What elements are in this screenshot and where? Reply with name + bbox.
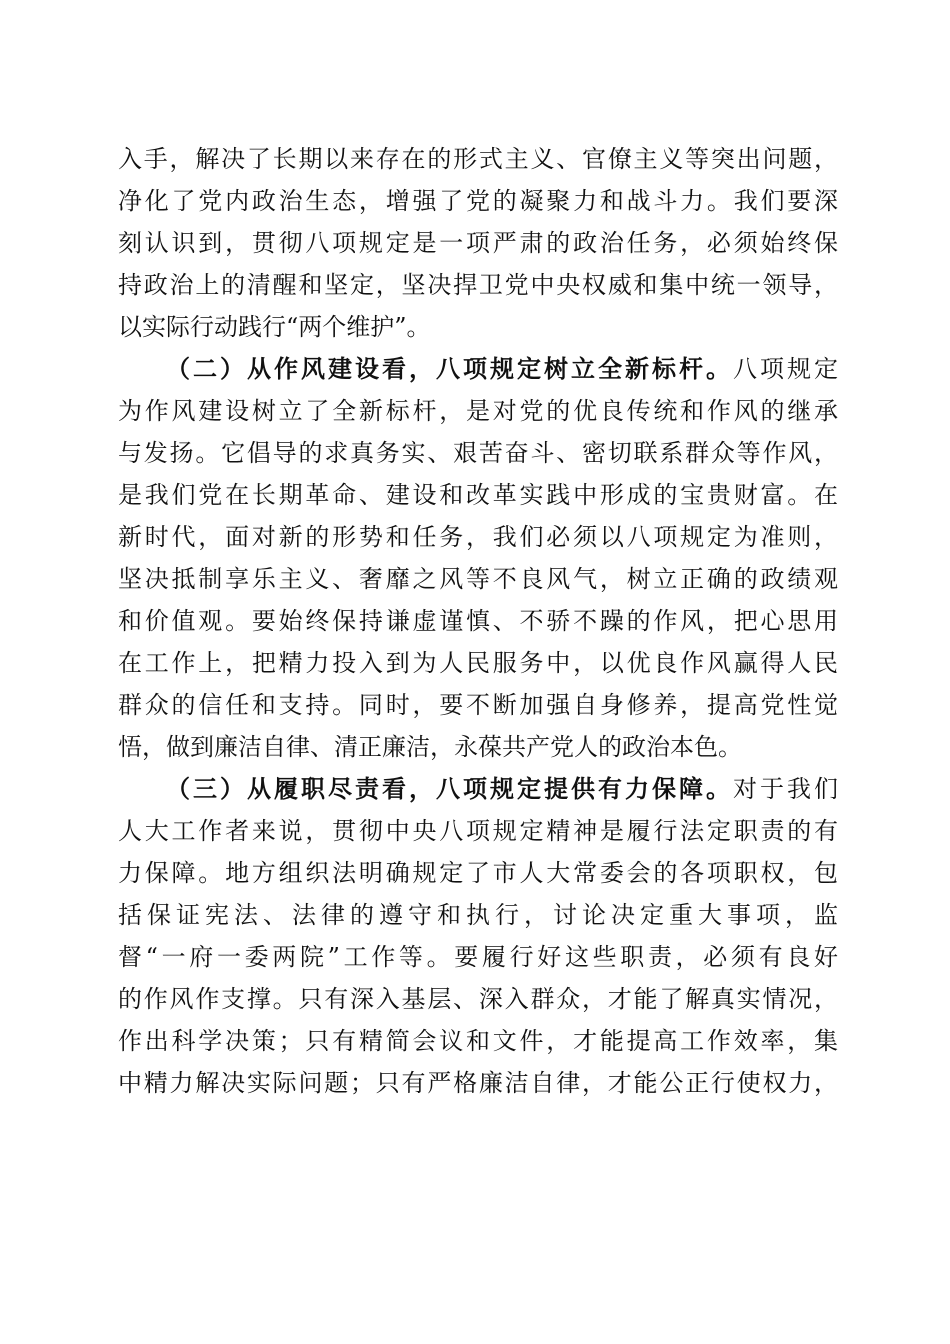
paragraph-3 bbox=[118, 768, 838, 1104]
document-page bbox=[118, 138, 838, 1104]
paragraph-first-line bbox=[118, 768, 838, 810]
section-heading: （三）从履职尽责看，八项规定提供有力保障。 bbox=[166, 775, 733, 803]
text-line: 和价值观。要始终保持谦虚谨慎、不骄不躁的作风，把心思用 bbox=[118, 607, 838, 635]
text-line: 中精力解决实际问题；只有严格廉洁自律，才能公正行使权力， bbox=[118, 1069, 838, 1097]
text-line: 净化了党内政治生态，增强了党的凝聚力和战斗力。我们要深 bbox=[118, 187, 838, 215]
paragraph-first-line bbox=[118, 348, 838, 390]
text-line: 以实际行动践行“两个维护”。 bbox=[118, 313, 431, 341]
text-line: 与发扬。它倡导的求真务实、艰苦奋斗、密切联系群众等作风， bbox=[118, 439, 838, 467]
section-heading: （二）从作风建设看，八项规定树立全新标杆。 bbox=[166, 355, 733, 383]
text-span: 八项规定 bbox=[733, 355, 838, 383]
text-line: 是我们党在长期革命、建设和改革实践中形成的宝贵财富。在 bbox=[118, 481, 838, 509]
text-line: 新时代，面对新的形势和任务，我们必须以八项规定为准则， bbox=[118, 523, 838, 551]
paragraph-1 bbox=[118, 138, 838, 348]
text-line: 在工作上，把精力投入到为人民服务中，以优良作风赢得人民 bbox=[118, 649, 838, 677]
text-line: 刻认识到，贯彻八项规定是一项严肃的政治任务，必须始终保 bbox=[118, 229, 838, 257]
text-span: 对于我们 bbox=[733, 775, 838, 803]
text-line: 群众的信任和支持。同时，要不断加强自身修养，提高党性觉 bbox=[118, 691, 838, 719]
text-line: 的作风作支撑。只有深入基层、深入群众，才能了解真实情况， bbox=[118, 985, 838, 1013]
text-line: 坚决抵制享乐主义、奢靡之风等不良风气，树立正确的政绩观 bbox=[118, 565, 838, 593]
text-line: 入手，解决了长期以来存在的形式主义、官僚主义等突出问题， bbox=[118, 145, 838, 173]
text-line: 悟，做到廉洁自律、清正廉洁，永葆共产党人的政治本色。 bbox=[118, 733, 742, 761]
text-line: 为作风建设树立了全新标杆，是对党的优良传统和作风的继承 bbox=[118, 397, 838, 425]
paragraph-2 bbox=[118, 348, 838, 768]
text-line: 人大工作者来说，贯彻中央八项规定精神是履行法定职责的有 bbox=[118, 817, 838, 845]
text-line: 力保障。地方组织法明确规定了市人大常委会的各项职权，包 bbox=[118, 859, 838, 887]
text-line: 括保证宪法、法律的遵守和执行，讨论决定重大事项，监 bbox=[118, 901, 838, 929]
text-line: 持政治上的清醒和坚定，坚决捍卫党中央权威和集中统一领导， bbox=[118, 271, 838, 299]
text-line: 督“一府一委两院”工作等。要履行好这些职责，必须有良好 bbox=[118, 943, 838, 971]
text-line: 作出科学决策；只有精简会议和文件，才能提高工作效率，集 bbox=[118, 1027, 838, 1055]
